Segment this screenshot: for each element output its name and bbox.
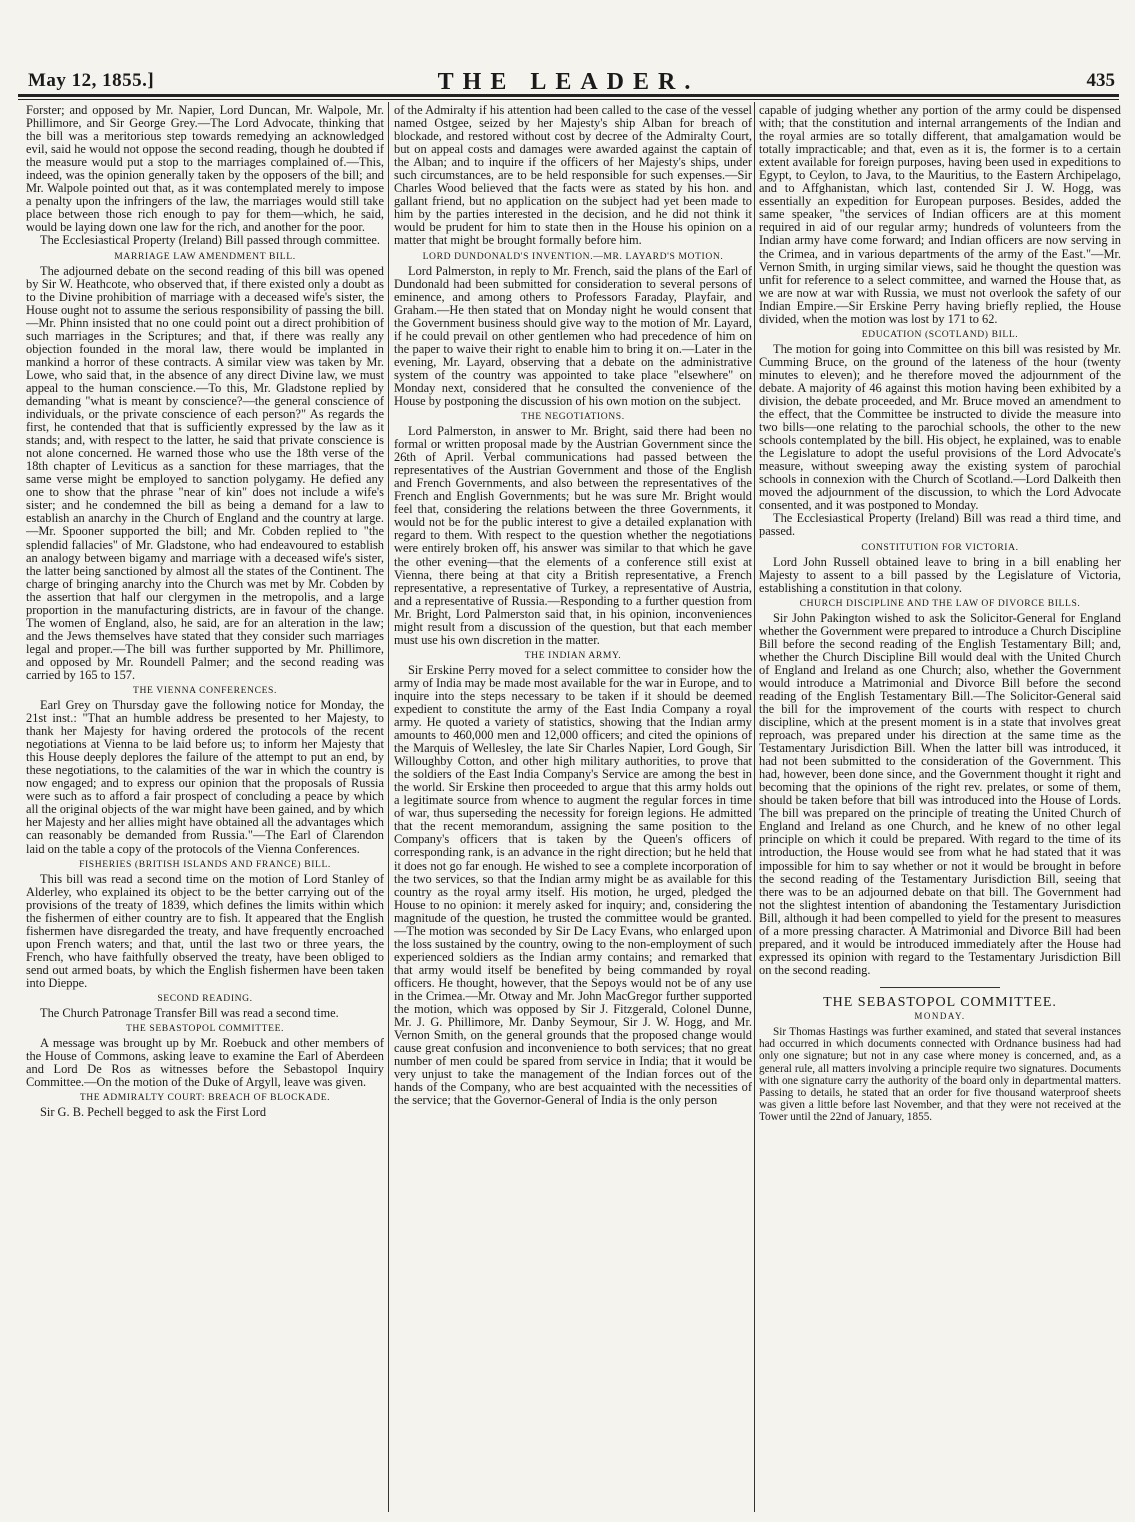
section-heading: MARRIAGE LAW AMENDMENT BILL. [114, 250, 296, 262]
issue-date: May 12, 1855.] [28, 70, 155, 91]
article-paragraph: Sir Erskine Perry moved for a select committee to consider how the army of India may be made most available for the war in Europe, and to inquire into the steps necessary to be taken if it should be deemed expedient to constitute the army of the East India Company a royal army. He quoted a variety of statistics, showing that the Indian army amounts to 460,000 men and 12,000 officers; and cited the opinions of the Marquis of Wellesley, the late Sir Charles Napier, Lord Gough, Sir Willoughby Cotton, and other high military authorities, to prove that the soldiers of the East India Company's Service are among the best in the world. Sir Erskine then proceeded to argue that this army holds out a legitimate source from whence to augment the regular forces in time of war, thus superseding the necessity for foreign legions. He admitted that the recent memorandum, assigning the same position to the Company's officers that is taken by the Queen's officers of corresponding rank, is an advance in the right direction; but he held that it does not go far enough. He wished to see a complete incorporation of the two services, so that the Indian army might be as available for this country as the royal army itself. His motion, he urged, pledged the House to no opinion: it merely asked for inquiry; and, considering the magnitude of the question, he trusted the committee would be granted.—The motion was seconded by Sir De Lacy Evans, who enlarged upon the loss sustained by the country, owing to the non-employment of such experienced soldiers as the Indian army contains; and remarked that that army would itself be benefited by being commanded by royal officers. He thought, however, that the Sepoys would not be of any use in the Crimea.—Mr. Otway and Mr. John MacGregor further supported the motion, which was opposed by Sir J. Fitzgerald, Colonel Dunne, Mr. J. G. Phillimore, Mr. Danby Seymour, Sir J. W. Hogg, and Mr. Vernon Smith, on the general grounds that the proposed change would cause great confusion and inconvenience to both services; that no great number of men could be spared from service in India; that it would be very unjust to take the management of the Indian forces out of the hands of the Company, who are best acquainted with the necessities of the service; that the Governor-General of India is the only person [394, 662, 752, 1108]
column-2 [394, 104, 752, 1509]
article-paragraph: Lord Palmerston, in answer to Mr. Bright, said there had been no formal or written proposal made by the Austrian Government since the 26th of April. Verbal communications had passed between the representatives of the Austrian Government and those of the English and French Governments, and also between the representatives of the French and English Governments; but he was sure Mr. Bright would feel that, considering the relations between the three Governments, it would not be for the public interest to give a detailed explanation with regard to them. With respect to the question whether the negotiations were entirely broken off, his answer was similar to that which he gave the other evening—that the elements of a conference still exist at Vienna, there being at that city a British representative, a French representative, a representative of Turkey, a representative of Austria, and a representative of Russia.—Responding to a further question from Mr. Bright, Lord Palmerston said that, in his opinion, inconveniences might result from a discussion of the question, but that each member must use his own discretion in the matter. [394, 424, 752, 647]
page-number: 435 [1086, 70, 1115, 91]
section-heading: CONSTITUTION FOR VICTORIA. [861, 541, 1019, 553]
article-paragraph: capable of judging whether any portion of the army could be dispensed with; that the constitution and internal arrangements of the Indian and the royal armies are so totally different, that amalgamation would be totally impracticable; and that, even as it is, the former is to a certain extent available for foreign purposes, having been used in expeditions to Egypt, to Ceylon, to Java, to the Mauritius, to the Eastern Archipelago, and to Affghanistan, which last, contended Sir J. W. Hogg, was essentially an expedition for European purposes. Besides, added the same speaker, "the services of Indian officers are at this moment required in aid of our regular army; hundreds of volunteers from the Indian army have come forward; and Indian officers are now serving in the Crimea, and in various departments of the army of the East."—Mr. Vernon Smith, in urging similar views, said he thought the question was unfit for reference to a select committee, and warned the House that, as we are now at war with Russia, we must not overlook the safety of our Indian Empire.—Sir Erskine Perry having briefly replied, the House divided, when the motion was lost by 171 to 62. [759, 104, 1121, 326]
article-paragraph: The Church Patronage Transfer Bill was read a second time. [40, 1006, 339, 1020]
article-paragraph: The adjourned debate on the second reading of this bill was opened by Sir W. Heathcote, who observed that, if there existed only a doubt as to the Divine prohibition of marriage with a deceased wife's sister, the House ought not to assume the serious responsibility of passing the bill.—Mr. Phinn insisted that no one could point out a direct prohibition of such marriages in the Scriptures; and that, if there was really any objection founded in the moral law, there would be implanted in mankind a horror of these contracts. A similar view was taken by Mr. Lowe, who said that, in the absence of any direct Divine law, we must appeal to the human conscience.—To this, Mr. Gladstone replied by demanding "what is meant by conscience?—the general conscience of individuals, or the private conscience of each person?" As regards the first, he contended that that is sufficiently expressed by the law as it stands; and, with respect to the latter, he said that private conscience is not alone concerned. He warned those who use the 18th verse of the 18th chapter of Leviticus as a sanction for these marriages, that the same verse might be employed to sanction polygamy. He defied any one to show that the phrase "near of kin" does not include a wife's sister; and he condemned the bill as being a demand for a law to establish an anarchy in the Church of England and the country at large.—Mr. Spooner supported the bill; and Mr. Cobden replied to "the splendid fallacies" of Mr. Gladstone, who had endeavoured to establish an analogy between bigamy and marriage with a deceased wife's sister, the latter being sanctioned by almost all the states of the Continent. The charge of bringing anarchy into the Church was met by Mr. Cobden by the assertion that half our clergymen in the metropolis, and a large proportion in the manufacturing districts, are in favour of the change. The women of England, also, he said, are for an alteration in the law; and the Jews themselves have stated that they consider such marriages legal and proper.—The bill was further supported by Mr. Phillimore, and opposed by Mr. Roundell Palmer; and the second reading was carried by 165 to 157. [26, 263, 384, 682]
article-paragraph: Sir John Pakington wished to ask the Solicitor-General for England whether the Government were prepared to introduce a Church Discipline Bill before the second reading of the English Testamentary Bill; and, whether the Church Discipline Bill would deal with the United Church of England and Ireland as one Church; also, whether the Government would introduce a Matrimonial and Divorce Bill before the second reading of the English Testamentary Bill.—The Solicitor-General said the bill for the improvement of the courts with respect to church discipline, which at the present moment is in a state that involves great reproach, was prepared under his direction at the same time as the Testamentary Jurisdiction Bill. When the latter bill was introduced, it had not been submitted to the consideration of the Government. This had, however, been done since, and the Government thought it right and becoming that the opinions of the right rev. prelates, or some of them, should be taken before that bill was introduced into the House of Lords. The bill was prepared on the principle of treating the United Church of England and Ireland as one Church, and he knew of no other legal principle on which it could be prepared. With regard to the time of its introduction, the House would see from what he had stated that it was impossible for him to say whether or not it would be brought in before the second reading of the Testamentary Jurisdiction Bill, seeing that there was to be an adjourned debate on that bill. The Government had not the slightest intention of abandoning the Testamentary Jurisdiction Bill, although it had been compelled to yield for the present to measures of a more pressing character. A Matrimonial and Divorce Bill had been prepared, and it would be introduced immediately after the House had expressed its opinion with regard to the Testamentary Jurisdiction Bill on the second reading. [759, 610, 1121, 977]
article-paragraph: A message was brought up by Mr. Roebuck and other members of the House of Commons, asking leave to examine the Earl of Aberdeen and Lord De Ros as witnesses before the Sebastopol Inquiry Committee.—On the motion of the Duke of Argyll, leave was given. [26, 1036, 384, 1090]
section-heading: THE INDIAN ARMY. [524, 649, 622, 661]
article-paragraph: Forster; and opposed by Mr. Napier, Lord Duncan, Mr. Walpole, Mr. Phillimore, and Sir George Grey.—The Lord Advocate, thinking that the bill was a meritorious step towards remedying an acknowledged evil, said he would not oppose the second reading, though he doubted if the measure would put a stop to the marriages complained of.—This, indeed, was the opinion generally taken by the opposers of the bill; and Mr. Walpole pointed out that, as it was contemplated merely to impose a penalty upon the infringers of the law, the marriages would still take place between those rich enough to pay for them—which, he said, would be laying down one law for the rich, and another for the poor. [26, 104, 384, 235]
article-paragraph: Lord Palmerston, in reply to Mr. French, said the plans of the Earl of Dundonald had been submitted for consideration to several persons of eminence, and among others to Professors Faraday, Playfair, and Graham.—He then stated that on Monday night he would consent that the Government business should give way to the motion of Mr. Layard, if he could prevail on other gentlemen who had precedence of him on the paper to waive their right to enable him to bring it on.—Later in the evening, Mr. Layard, observing that a debate on the administrative system of the country was appointed to take place "elsewhere" on Monday next, considered that he consulted the convenience of the House by postponing the discussion of his own motion on the subject. [394, 263, 752, 408]
section-heading: EDUCATION (SCOTLAND) BILL. [861, 328, 1019, 340]
column-1 [26, 104, 384, 1509]
column-divider [388, 102, 389, 1512]
section-heading: LORD DUNDONALD'S INVENTION.—MR. LAYARD'S MOTION. [422, 250, 724, 262]
article-paragraph: This bill was read a second time on the motion of Lord Stanley of Alderley, who explained its object to be the better carrying out of the provisions of the treaty of 1839, which defines the limits within which the fishermen of either country are to fish. It appeared that the English fishermen have disregarded the treaty, and have frequently encroached upon French waters; and that, until the last two or three years, the French, who have faithfully observed the treaty, have been obliged to send out armed boats, by which the English fishermen have been taken into Dieppe. [26, 871, 384, 990]
section-heading: FISHERIES (BRITISH ISLANDS AND FRANCE) BILL. [79, 858, 331, 870]
article-subheading: MONDAY. [914, 1011, 966, 1021]
section-heading: THE ADMIRALTY COURT: BREACH OF BLOCKADE. [79, 1092, 331, 1104]
article-paragraph: The Ecclesiastical Property (Ireland) Bill was read a third time, and passed. [759, 511, 1121, 539]
article-paragraph: of the Admiralty if his attention had been called to the case of the vessel named Ostgee, seized by her Majesty's ship Alban for breach of blockade, and restored without cost by decree of the Admiralty Court, but on appeal costs and damages were awarded against the captain of the Alban; and to inquire if the officers of her Majesty's ships, under such circumstances, are to be held responsible for such expenses.—Sir Charles Wood believed that the facts were as stated by his hon. and gallant friend, but no application on the subject had yet been made to him by the parties interested in the decision, and he did not think it would be prudent for him to state then in the House his opinion on a matter that might be brought formally before him. [394, 104, 752, 248]
article-paragraph: Sir G. B. Pechell begged to ask the First Lord [40, 1105, 267, 1120]
article-heading: THE SEBASTOPOL COMMITTEE. [823, 994, 1057, 1010]
masthead-rule-thin [18, 99, 1119, 100]
section-heading: THE NEGOTIATIONS. [521, 411, 625, 423]
section-heading: THE SEBASTOPOL COMMITTEE. [125, 1023, 285, 1035]
section-heading: THE VIENNA CONFERENCES. [133, 685, 277, 697]
article-paragraph: Earl Grey on Thursday gave the following notice for Monday, the 21st inst.: "That an humble address be presented to her Majesty, to thank her Majesty for having ordered the protocols of the recent negotiations at Vienna to be laid before us; to inform her Majesty that this House deeply deplores the failure of the attempt to put an end, by these negotiations, to the calamities of the war in which the country is now engaged; and to express our opinion that the proposals of Russia were such as to afford a fair prospect of concluding a peace by which all the original objects of the war might have been gained, and by which her Majesty and her allies might have obtained all the advantages which can reasonably be demanded from Russia."—The Earl of Clarendon laid on the table a copy of the protocols of the Vienna Conferences. [26, 698, 384, 856]
article-paragraph: The Ecclesiastical Property (Ireland) Bill passed through committee. [40, 233, 380, 248]
column-3 [759, 104, 1121, 1509]
article-paragraph: The motion for going into Committee on this bill was resisted by Mr. Cumming Bruce, on the ground of the lateness of the hour (twenty minutes to eleven); and he therefore moved the adjournment of the debate. A majority of 46 against this motion having been exhibited by a division, the debate proceeded, and Mr. Bruce moved an amendment to the effect, that the Committee be instructed to divide the measure into two bills—one relating to the parochial schools, the other to the new schools contemplated by the bill. His object, he explained, was to enable the Legislature to adopt the useful provisions of the Lord Advocate's measure, without sweeping away the existing system of parochial schools in connexion with the Church of Scotland.—Lord Dalkeith then moved the adjournment of the discussion, to which the Lord Advocate consented, and it was postponed to Monday. [759, 341, 1121, 513]
section-heading: SECOND READING. [157, 993, 253, 1004]
newspaper-title: THE LEADER. [437, 69, 700, 95]
article-paragraph: Lord John Russell obtained leave to bring in a bill enabling her Majesty to assent to a bill passed by the Legislature of Victoria, establishing a constitution in that colony. [759, 554, 1121, 595]
column-divider [754, 102, 755, 1512]
article-paragraph: Sir Thomas Hastings was further examined, and stated that several instances had occurred in which documents connected with Ordnance business had had only one signature; but not in any case where money is concerned, and, as a general rule, all matters involving a principle require two signatures. Documents with one signature carry the authority of the board only in departmental matters. Passing to details, he stated that an order for five thousand waterproof sheets was given a little before last November, and that they were not received at the Tower until the 22nd of January, 1855. [759, 1026, 1121, 1124]
section-heading: CHURCH DISCIPLINE AND THE LAW OF DIVORCE BILLS. [799, 597, 1081, 609]
section-rule [880, 987, 1000, 988]
masthead-rule [18, 94, 1119, 97]
